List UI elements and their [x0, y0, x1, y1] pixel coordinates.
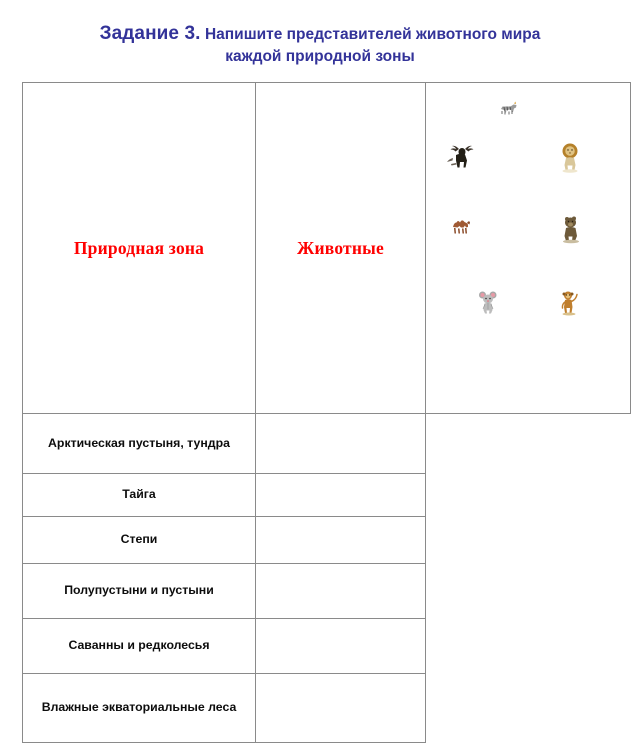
page-title	[0, 22, 640, 67]
bear-icon	[556, 213, 586, 245]
zone-name-cell: Саванны и редколесья	[23, 619, 256, 674]
animals-answer-cell[interactable]	[256, 414, 426, 474]
illustration-canvas	[426, 83, 630, 413]
moose-icon	[444, 141, 478, 175]
camel-icon	[448, 215, 474, 237]
zone-name-cell: Степи	[23, 517, 256, 564]
task-label: Задание 3.	[99, 23, 201, 44]
zebra-icon	[498, 101, 520, 119]
animal-illustrations-panel	[426, 83, 631, 414]
lion-icon	[554, 141, 586, 175]
column-header-animals: Животные	[256, 83, 426, 414]
mouse-icon	[476, 289, 500, 315]
table-row	[23, 517, 631, 564]
task-instruction-line-2: каждой природной зоны	[225, 48, 415, 66]
table-header-row	[23, 83, 631, 414]
zone-name-cell: Арктическая пустыня, тундра	[23, 414, 256, 474]
animals-answer-cell[interactable]	[256, 674, 426, 743]
natural-zones-table	[22, 82, 631, 743]
animals-answer-cell[interactable]	[256, 564, 426, 619]
task-instruction-line-1: Напишите представителей животного мира	[204, 26, 541, 43]
zone-name-cell: Полупустыни и пустыни	[23, 564, 256, 619]
monkey-icon	[558, 289, 584, 319]
zone-name-cell: Тайга	[23, 474, 256, 517]
table-row	[23, 414, 631, 474]
table-row	[23, 674, 631, 743]
zone-name-cell: Влажные экваториальные леса	[23, 674, 256, 743]
table-row	[23, 564, 631, 619]
table-row	[23, 619, 631, 674]
animals-answer-cell[interactable]	[256, 619, 426, 674]
column-header-natural-zone: Природная зона	[23, 83, 256, 414]
table-body	[23, 414, 631, 743]
animals-answer-cell[interactable]	[256, 517, 426, 564]
